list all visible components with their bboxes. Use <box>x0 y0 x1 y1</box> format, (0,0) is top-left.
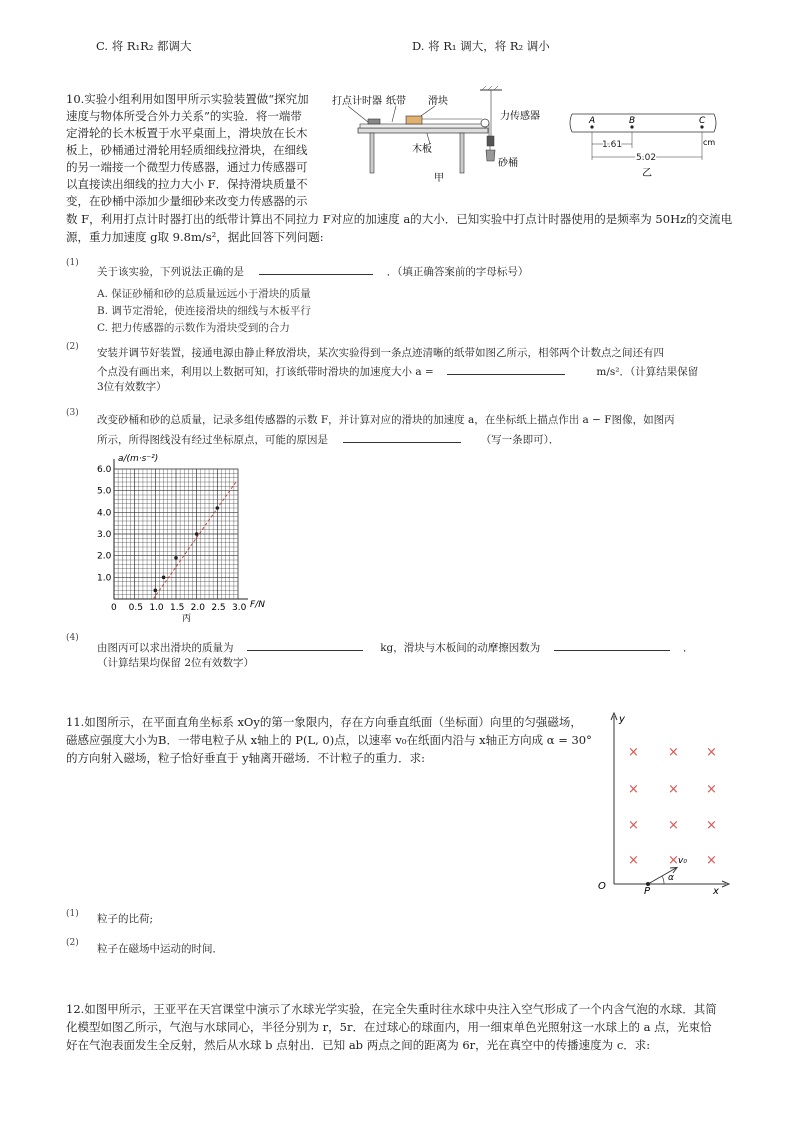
caption-jia: 甲 <box>434 173 444 184</box>
field-cross: × <box>706 853 717 868</box>
field-crosses <box>628 745 717 868</box>
chart-y-tick: 5.0 <box>97 486 112 497</box>
chart-ylabel: a/(m·s⁻²) <box>118 454 159 464</box>
option-c: C. 将 R₁R₂ 都调大 <box>96 39 192 53</box>
chart-y-tick: 6.0 <box>97 465 112 475</box>
q10-sub3-num: (3) <box>66 408 79 418</box>
point-p-label: P <box>644 886 651 896</box>
chart-x-tick: 2.0 <box>190 603 205 613</box>
q12-number: 12. <box>66 1002 85 1016</box>
tape-unit: cm <box>703 138 716 147</box>
q10-sub1-text <box>97 262 528 281</box>
q10-stem-line-1: 速度与物体所受合外力关系”的实验．将一端带 <box>66 109 302 123</box>
q10-sub4-num: (4) <box>66 633 79 643</box>
caption-yi: 乙 <box>642 168 652 179</box>
v0-label: v₀ <box>678 856 687 866</box>
field-cross: × <box>668 853 679 868</box>
q10-sub4-line1a: 由图丙可以求出滑块的质量为 <box>97 642 234 654</box>
q10-sub1-option-b: B. 调节定滑轮，使连接滑块的细线与木板平行 <box>97 305 311 317</box>
q10-sub3-line2 <box>97 430 559 449</box>
tape-d2: 5.02 <box>636 153 657 163</box>
field-cross: × <box>706 745 717 760</box>
label-bucket: 砂桶 <box>498 158 518 169</box>
label-sensor: 力传感器 <box>500 111 540 122</box>
chart-x-tick: 1.5 <box>170 603 185 613</box>
label-block: 滑块 <box>428 96 448 107</box>
q10-sub4-line1c: ． <box>682 642 694 654</box>
q10-stem-line-5: 以直接读出细线的拉力大小 F．保持滑块质量不 <box>66 177 308 191</box>
chart-xlabel: F/N <box>250 600 265 610</box>
chart-data-point <box>216 506 220 510</box>
q10-number: 10. <box>66 92 85 106</box>
field-cross: × <box>668 818 679 833</box>
tape-figure <box>568 110 718 182</box>
chart-caption: 丙 <box>182 614 192 624</box>
field-cross: × <box>628 745 639 760</box>
q11-sub1-num: (1) <box>66 909 79 919</box>
chart-x-tick: 1.0 <box>149 603 164 613</box>
q10-stem-line-3: 板上，砂桶通过滑轮用轻质细线拉滑块，在细线 <box>66 143 308 157</box>
q11-sub2-text: 粒子在磁场中运动的时间． <box>97 943 223 955</box>
origin-label: O <box>598 881 606 892</box>
q10-sub3-answer-blank[interactable] <box>343 430 461 443</box>
q10-sub1-tail: ．（填正确答案前的字母标号） <box>386 266 529 278</box>
chart-grid <box>114 469 238 599</box>
q10-stem-line-0: 实验小组利用如图甲所示实验装置做“探究加 <box>84 92 309 106</box>
q10-sub1-option-a: A. 保证砂桶和砂的总质量远远小于滑块的质量 <box>97 288 311 300</box>
chart-y-tick: 2.0 <box>97 551 112 562</box>
label-timer: 打点计时器 <box>332 96 382 107</box>
field-cross: × <box>628 853 639 868</box>
field-cross: × <box>668 745 679 760</box>
q10-sub4-line2: （计算结果均保留 2位有效数字） <box>97 657 255 669</box>
field-cross: × <box>628 818 639 833</box>
chart-data-point <box>174 556 178 560</box>
q10-stem-line <box>66 91 309 108</box>
chart-x-tick: 3.0 <box>232 603 247 613</box>
field-cross: × <box>668 782 679 797</box>
chart-y-tick: 1.0 <box>97 573 112 584</box>
q10-sub4-line1b: kg，滑块与木板间的动摩擦因数为 <box>380 642 541 654</box>
tape-label-a: A <box>589 116 596 126</box>
chart-data-point <box>162 576 166 580</box>
chart-x-tick: 0.5 <box>128 603 143 613</box>
tape-label-b: B <box>629 116 636 126</box>
q12-line1-text: 如图甲所示，王亚平在天宫课堂中演示了水球光学实验，在完全失重时往水球中央注入空气形成了一个内含气泡的水球．其简 <box>84 1002 717 1016</box>
label-tape: 纸带 <box>386 96 406 107</box>
magnetic-field-figure <box>594 708 734 896</box>
apparatus-figure <box>330 86 560 206</box>
label-board: 木板 <box>412 144 432 155</box>
q11-line1-text: 如图所示，在平面直角坐标系 xOy的第一象限内，存在方向垂直纸面（坐标面）向里的匀强磁场， <box>84 715 582 729</box>
q10-sub1-question: 关于该实验，下列说法正确的是 <box>97 266 244 278</box>
q10-stem-line-4: 的另一端接一个微型力传感器，通过力传感器可 <box>66 160 308 174</box>
tape-d1: 1.61 <box>602 140 623 150</box>
q10-sub1-num: (1) <box>66 258 79 268</box>
q11-line2: 磁感应强度大小为B．一带电粒子从 x轴上的 P(L, 0)点，以速率 v₀在纸面内沿与 x轴正方向成 α = 30° <box>66 733 592 747</box>
q12-line1 <box>66 1001 717 1018</box>
q12-line3: 好在气泡表面发生全反射，然后从水球 b 点射出．已知 ab 两点之间的距离为 6r，光在真空中的传播速度为 c．求: <box>66 1038 651 1052</box>
q11-line3: 的方向射入磁场，粒子恰好垂直于 y轴离开磁场．不计粒子的重力．求: <box>66 751 426 765</box>
chart-y-tick: 3.0 <box>97 530 112 540</box>
chart-x-tick: 2.5 <box>211 603 226 613</box>
axis-x-label: x <box>713 886 719 896</box>
alpha-label: α <box>668 873 674 883</box>
tape-label-c: C <box>699 116 706 126</box>
q10-sub3-line2a: 所示，所得图线没有经过坐标原点，可能的原因是 <box>97 434 328 446</box>
a-f-chart <box>94 449 284 629</box>
q10-sub1-answer-blank[interactable] <box>259 262 373 275</box>
q10-sub1-option-c: C. 把力传感器的示数作为滑块受到的合力 <box>97 322 290 334</box>
q10-stem-full-2: 源，重力加速度 g取 9.8m/s²，据此回答下列问题: <box>66 230 324 244</box>
q10-sub2-line2 <box>97 362 698 381</box>
chart-data-point <box>154 589 158 593</box>
chart-data-point <box>195 532 199 536</box>
q10-sub2-line2b: m/s²．（计算结果保留 <box>596 366 699 378</box>
field-cross: × <box>628 782 639 797</box>
q10-stem-line-6: 变，在砂桶中添加少量细砂来改变力传感器的示 <box>66 194 308 208</box>
q11-line1 <box>66 714 582 731</box>
q10-sub2-answer-blank[interactable] <box>447 362 565 375</box>
q11-number: 11. <box>66 715 85 729</box>
q10-sub3-line1: 改变砂桶和砂的总质量，记录多组传感器的示数 F，并计算对应的滑块的加速度 a，在坐标纸上描点作出 a − F图像，如图丙 <box>97 414 675 426</box>
chart-x-tick: 0 <box>111 603 117 613</box>
q10-sub2-line1: 安装并调节好装置，接通电源由静止释放滑块，某次实验得到一条点迹清晰的纸带如图乙所示，相邻两个计数点之间还有四 <box>97 347 664 359</box>
q10-sub3-line2b: （写一条即可）． <box>480 434 560 446</box>
q11-sub1-text: 粒子的比荷; <box>97 913 154 925</box>
q10-sub2-line2a: 个点没有画出来，利用以上数据可知，打该纸带时滑块的加速度大小 a = <box>97 366 434 378</box>
axis-y-label: y <box>619 714 625 725</box>
q10-sub2-line3: 3位有效数字） <box>97 381 167 393</box>
q12-line2: 化模型如图乙所示，气泡与水球同心，半径分别为 r，5r．在过球心的球面内，用一细束单色光照射这一水球上的 a 点，光束恰 <box>66 1020 712 1034</box>
q10-sub2-num: (2) <box>66 342 79 352</box>
q10-stem-line-2: 定滑轮的长木板置于水平桌面上，滑块放在长木 <box>66 126 308 140</box>
field-cross: × <box>706 818 717 833</box>
q10-stem-full-1: 数 F，利用打点计时器打出的纸带计算出不同拉力 F对应的加速度 a的大小．已知实验中打点计时器使用的是频率为 50Hz的交流电 <box>66 212 733 226</box>
chart-y-tick: 4.0 <box>97 508 112 519</box>
option-d: D. 将 R₁ 调大，将 R₂ 调小 <box>412 39 550 53</box>
q10-sub4-mass-blank[interactable] <box>247 638 363 651</box>
field-cross: × <box>706 782 717 797</box>
q11-sub2-num: (2) <box>66 938 79 948</box>
q10-sub4-mu-blank[interactable] <box>554 638 670 651</box>
